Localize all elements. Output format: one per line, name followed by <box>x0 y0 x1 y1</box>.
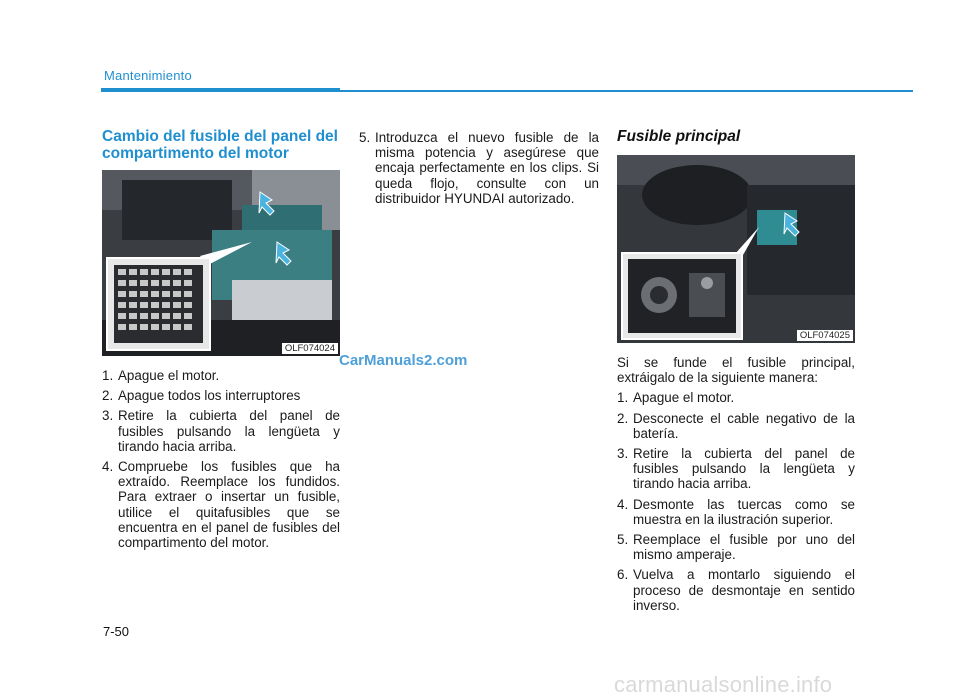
watermark-footer: carmanualsonline.info <box>614 672 833 697</box>
list-item: 1. Apague el motor. <box>617 390 735 406</box>
left-steps <box>102 368 340 550</box>
list-item: 5. Introduzca el nuevo fusible de la misma potencia y asegúrese que encaja perfectamente en los clips. Si queda flojo, consulte con un distribuidor HYUNDAI autorizado. <box>359 130 599 206</box>
main-fuse-illustration <box>617 155 855 343</box>
figure-code: OLF074025 <box>797 330 853 341</box>
header-rule-thin <box>340 90 913 92</box>
list-item: 3. Retire la cubierta del panel de fusibles pulsando la lengüeta y tirando hacia arriba. <box>102 408 340 454</box>
engine-fuse-panel-photo <box>102 170 340 356</box>
page-number: 7-50 <box>103 624 130 639</box>
engine-compartment-illustration <box>102 170 340 356</box>
middle-column <box>359 130 599 211</box>
list-item: 4. Desmonte las tuercas como se muestra en la ilustración superior. <box>617 496 855 527</box>
figure-code: OLF074024 <box>282 343 338 354</box>
section-title: Mantenimiento <box>104 68 192 83</box>
right-steps <box>617 390 855 613</box>
list-item: 5. Reemplace el fusible por uno del mismo amperaje. <box>617 532 855 563</box>
middle-steps <box>359 130 599 206</box>
main-fuse-photo <box>617 155 855 343</box>
left-column <box>102 128 340 555</box>
list-item: 1. Apague el motor. <box>102 368 220 383</box>
header-rule-thick <box>101 88 340 92</box>
left-heading: Cambio del fusible del panel del compartimento del motor <box>102 128 338 162</box>
list-item: 4. Compruebe los fusibles que ha extraído. Reemplace los fundidos. Para extraer o insertar un fusible, utilice el quitafusibles que se encuentra en el panel de fusibles del compartimento del motor. <box>102 459 340 551</box>
list-item: 3. Retire la cubierta del panel de fusibles pulsando la lengüeta y tirando hacia arriba. <box>617 446 855 492</box>
list-item: 2. Apague todos los interruptores <box>102 388 301 404</box>
intro-text: Si se funde el fusible principal, extráigalo de la siguiente manera: <box>617 355 855 386</box>
list-item: 2. Desconecte el cable negativo de la batería. <box>617 410 855 441</box>
list-item: 6. Vuelva a montarlo siguiendo el proceso de desmontaje en sentido inverso. <box>617 567 855 613</box>
right-column <box>617 128 855 618</box>
watermark-link[interactable]: CarManuals2.com <box>339 352 468 369</box>
right-heading: Fusible principal <box>617 128 741 145</box>
